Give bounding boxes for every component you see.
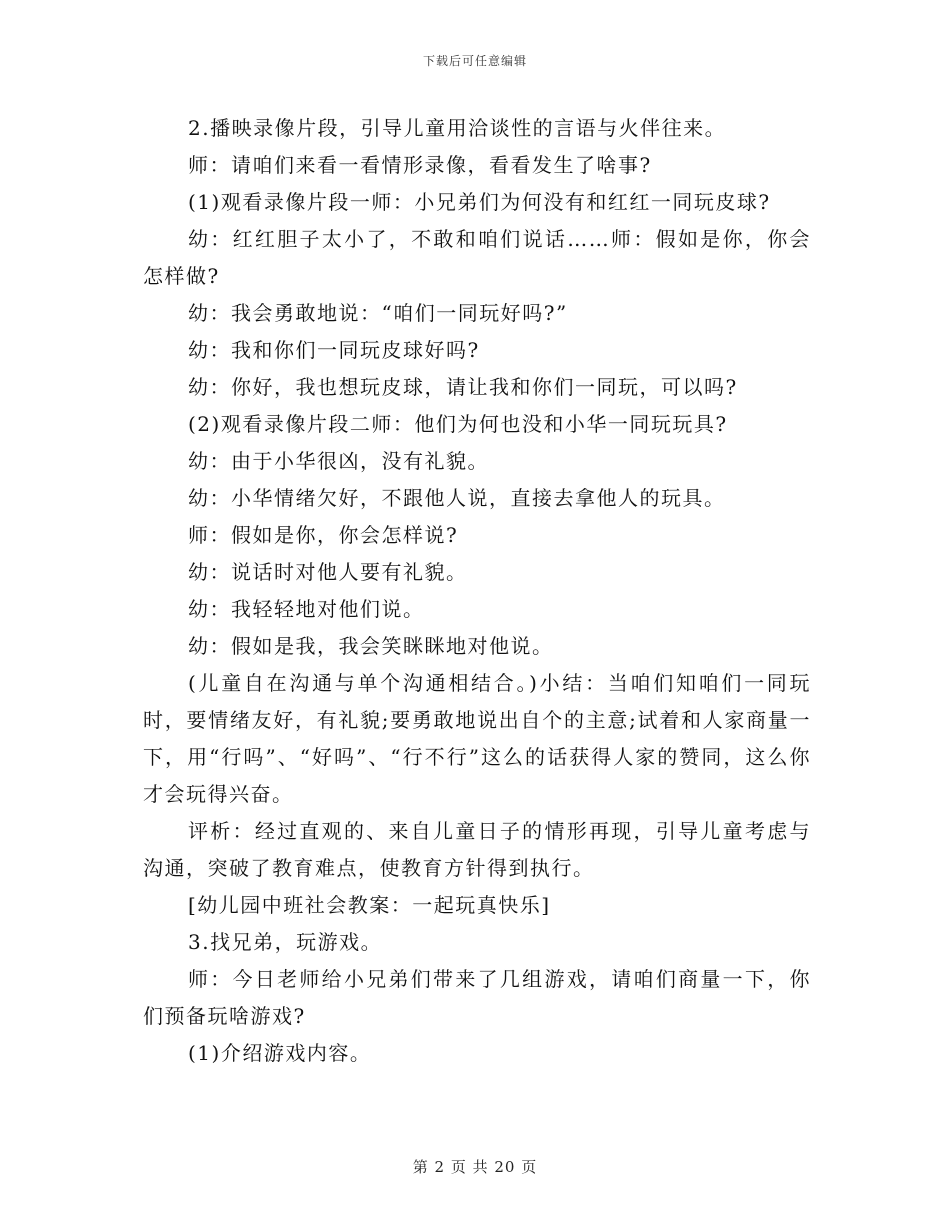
paragraph: 幼：说话时对他人要有礼貌。 (188, 560, 468, 584)
paragraph: 幼：你好，我也想玩皮球，请让我和你们一同玩，可以吗? (188, 375, 738, 399)
paragraph: (儿童自在沟通与单个沟通相结合。)小结：当咱们知咱们一同玩时，要情绪友好，有礼貌;要勇敢地说出自个的主意;试着和人家商量一下，用“行吗”、“好吗”、“行不行”这么的话获得人家的赞同，这么你才会玩得兴奋。 (143, 671, 811, 806)
paragraph: 幼：我会勇敢地说：“咱们一同玩好吗?” (188, 301, 568, 325)
paragraph: 幼：由于小华很凶，没有礼貌。 (188, 449, 489, 473)
paragraph: 幼：我和你们一同玩皮球好吗? (188, 338, 480, 362)
paragraph: (1)介绍游戏内容。 (188, 1041, 372, 1065)
paragraph: 评析：经过直观的、来自儿童日子的情形再现，引导儿童考虑与沟通，突破了教育难点，使教育方针得到执行。 (143, 819, 811, 880)
paragraph: (2)观看录像片段二师：他们为何也没和小华一同玩玩具? (188, 412, 728, 436)
paragraph: 幼：假如是我，我会笑眯眯地对他说。 (188, 634, 554, 658)
paragraph: 3.找兄弟，玩游戏。 (188, 930, 383, 954)
paragraph: 幼：红红胆子太小了，不敢和咱们说话……师：假如是你，你会怎样做? (143, 227, 811, 288)
document-body (143, 110, 811, 1072)
page-header: 下载后可任意编辑 (422, 54, 527, 68)
paragraph: 幼：小华情绪欠好，不跟他人说，直接去拿他人的玩具。 (188, 486, 726, 510)
paragraph: 师：今日老师给小兄弟们带来了几组游戏，请咱们商量一下，你们预备玩啥游戏? (143, 967, 811, 1028)
paragraph: (1)观看录像片段一师：小兄弟们为何没有和红红一同玩皮球? (188, 190, 771, 214)
page-number-footer: 第 2 页 共 20 页 (412, 1158, 538, 1176)
paragraph: 幼：我轻轻地对他们说。 (188, 597, 425, 621)
paragraph: [幼儿园中班社会教案：一起玩真快乐] (188, 893, 551, 917)
paragraph: 师：请咱们来看一看情形录像，看看发生了啥事? (188, 153, 652, 177)
paragraph: 2.播映录像片段，引导儿童用洽谈性的言语与火伴往来。 (188, 116, 727, 140)
paragraph: 师：假如是你，你会怎样说? (188, 523, 459, 547)
